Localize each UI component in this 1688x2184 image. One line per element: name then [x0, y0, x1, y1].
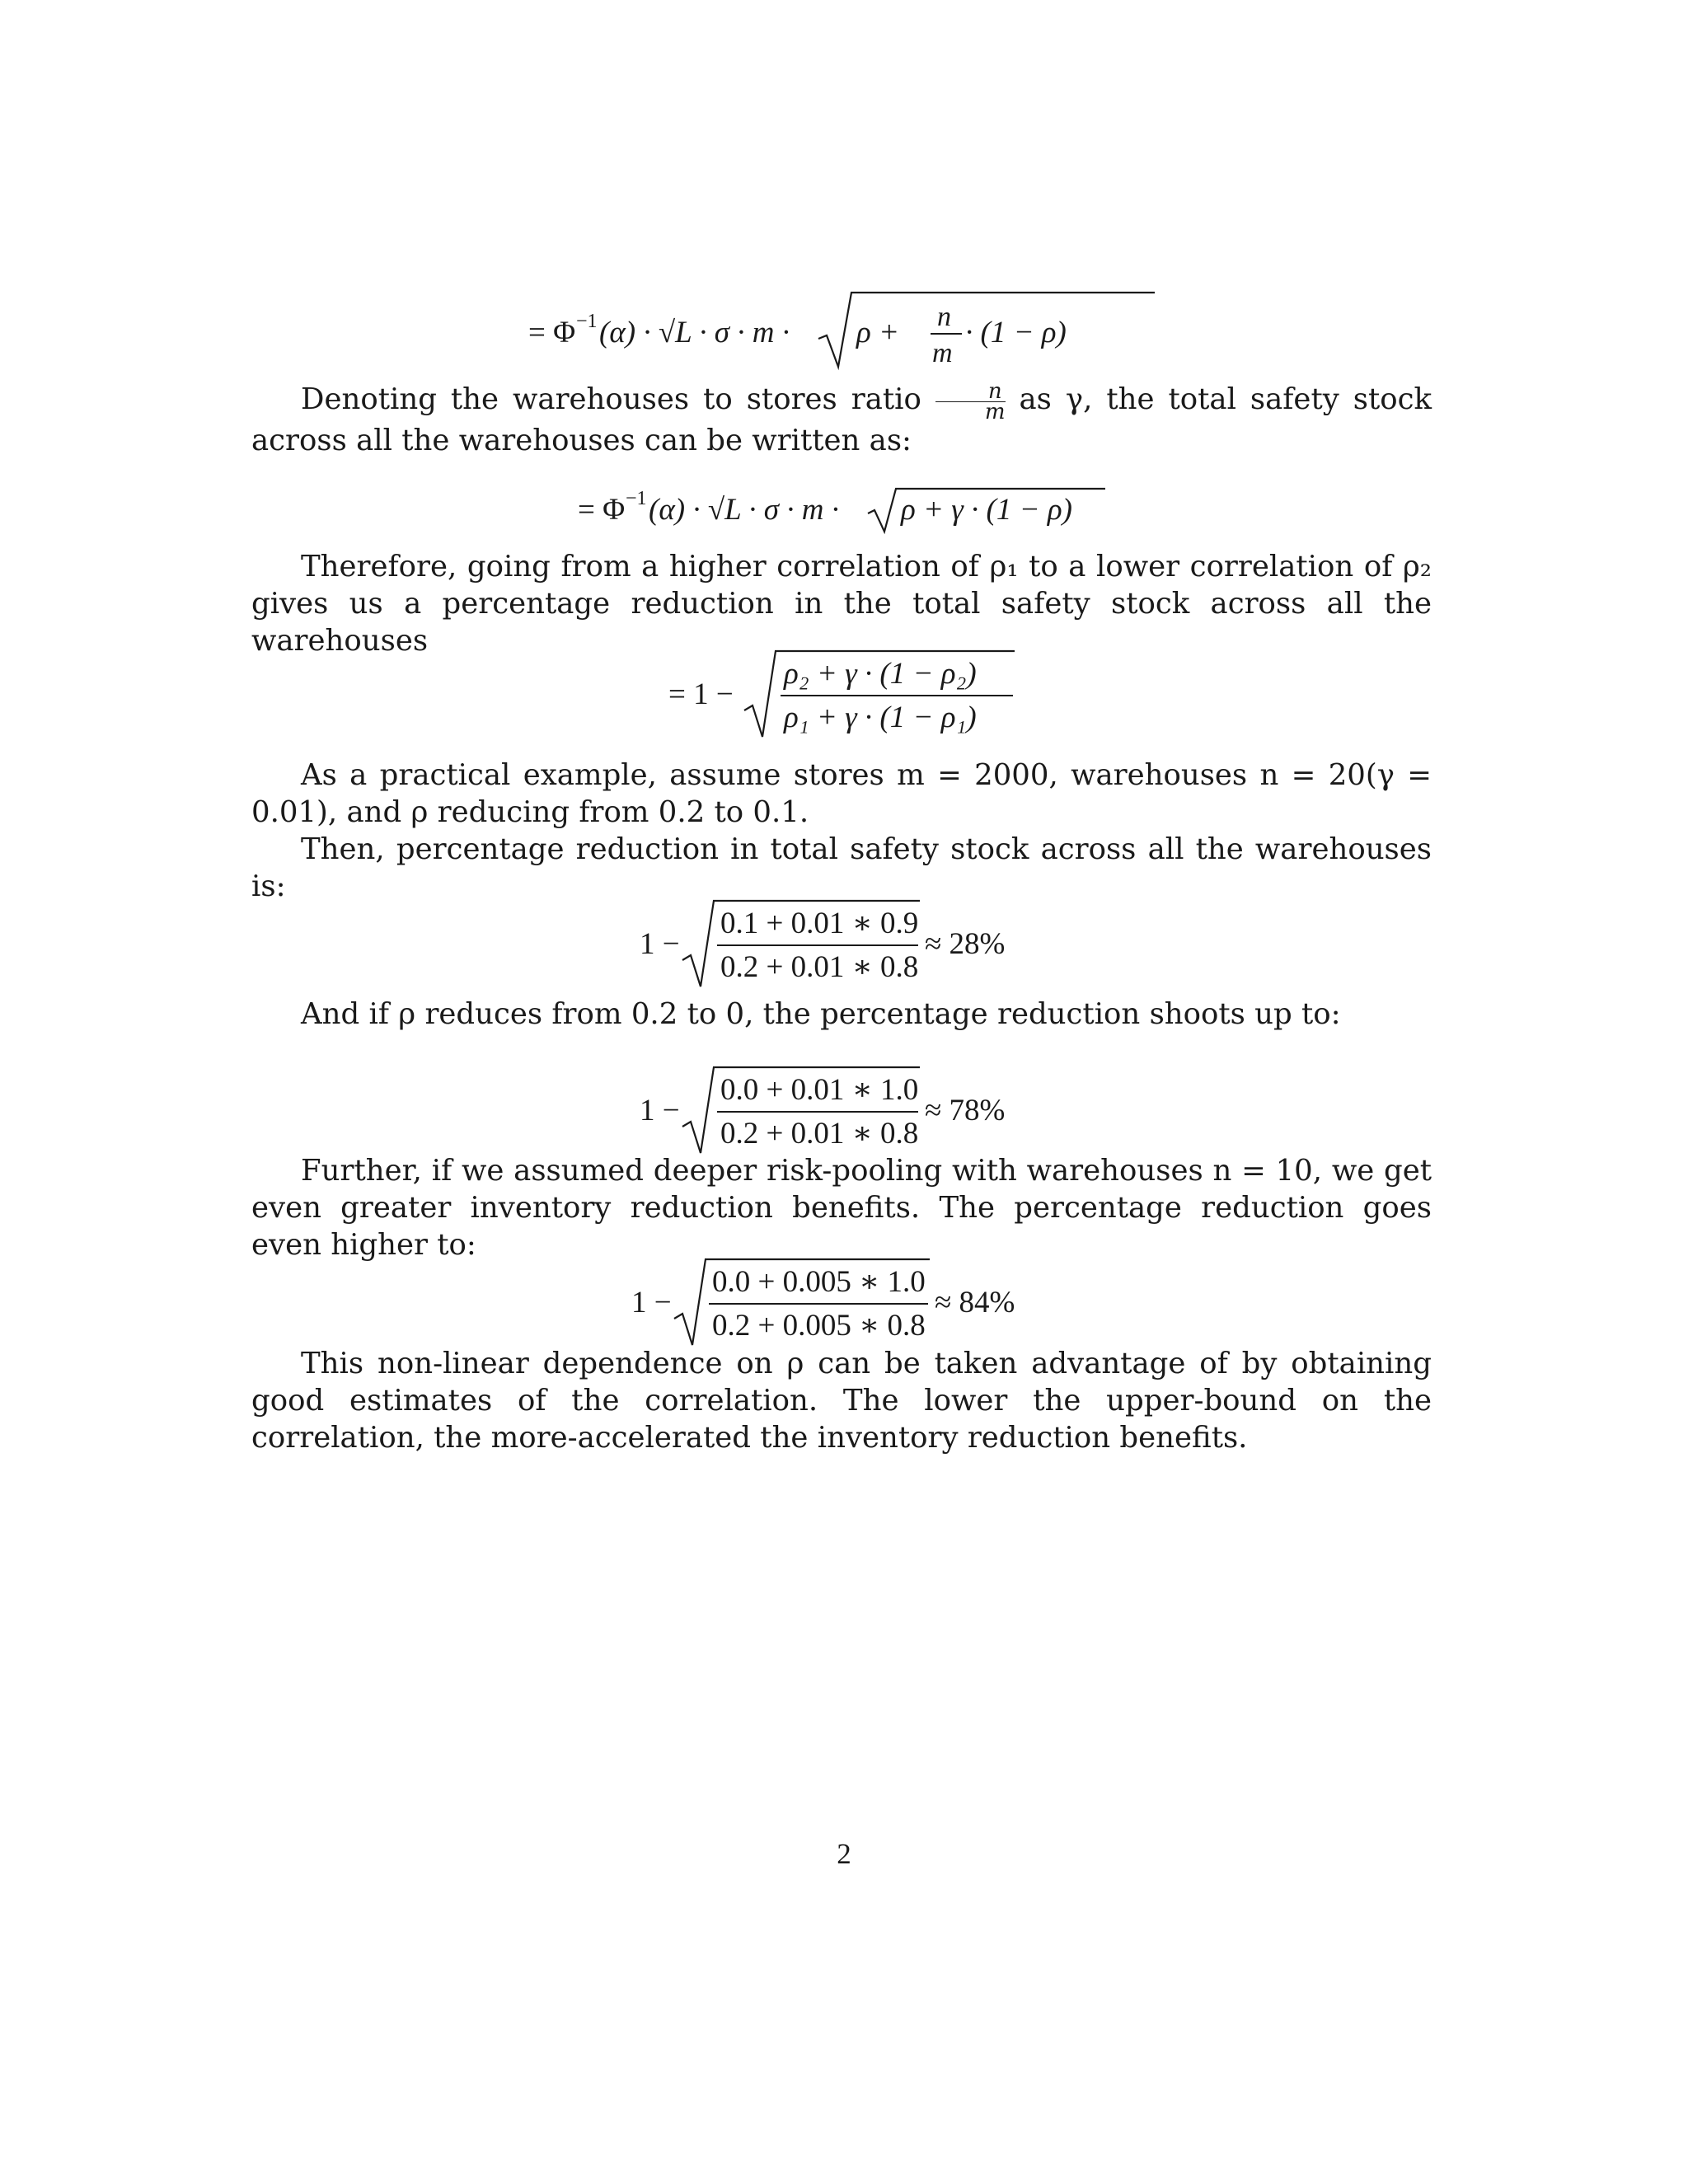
eq4-den: 0.2 + 0.01 ∗ 0.8 [720, 950, 919, 984]
inline-fraction-n-over-m [935, 378, 1006, 424]
equation-3-svg [668, 644, 1015, 743]
equation-5 [251, 1061, 1432, 1160]
equation-2 [251, 482, 1432, 540]
eq4-lhs: 1 − [640, 927, 680, 961]
eq6-den: 0.2 + 0.005 ∗ 0.8 [712, 1309, 926, 1343]
eq1-lhs: = Φ [528, 316, 576, 349]
eq1-rad-a: ρ + [856, 316, 899, 349]
eq1-rad-b: · (1 − ρ) [965, 316, 1067, 349]
eq2-sup: −1 [626, 488, 647, 509]
equation-2-svg [578, 482, 1105, 540]
equation-4 [251, 894, 1432, 993]
paragraph-5: And if ρ reduces from 0.2 to 0, the percentage reduction shoots up to: [301, 997, 1341, 1031]
paragraph-7: This non-linear dependence on ρ can be taken advantage of by obtaining good estimates of the correlation. The lower the upper-bound on the correlation, the more-accelerated the inventory reduction benefits. [251, 1347, 1432, 1455]
eq1-frac-den: m [932, 338, 953, 368]
equation-4-svg [640, 894, 1043, 993]
inline-frac-num: n [935, 382, 1006, 402]
p1-text-b: as γ, the total safety stock across all the warehouses can be written as: [251, 382, 1432, 457]
p1-text-a: Denoting the warehouses to stores ratio [301, 382, 935, 416]
eq3-lhs: = 1 − [668, 677, 734, 711]
eq1-body: (α) · √L · σ · m · [599, 316, 790, 349]
equation-6-svg [631, 1253, 1052, 1352]
equation-3 [251, 644, 1432, 743]
equation-5-svg [640, 1061, 1043, 1160]
eq3-den: ρ₁ + γ · (1 − ρ₁) [784, 701, 977, 734]
paragraph-2: Therefore, going from a higher correlation of ρ₁ to a lower correlation of ρ₂ gives us a percentage reduction in the total safety stock across all the warehouses [251, 550, 1432, 658]
eq5-lhs: 1 − [640, 1094, 680, 1127]
eq2-rad: ρ + γ · (1 − ρ) [901, 493, 1072, 527]
page-number: 2 [837, 1838, 851, 1870]
eq5-den: 0.2 + 0.01 ∗ 0.8 [720, 1117, 919, 1151]
eq6-lhs: 1 − [631, 1286, 672, 1319]
eq2-lhs: = Φ [578, 493, 626, 527]
eq4-result: ≈ 28% [925, 927, 1006, 961]
equation-1 [251, 284, 1432, 375]
equation-1-svg [528, 284, 1155, 375]
paragraph-1 [251, 378, 1432, 459]
eq6-result: ≈ 84% [935, 1286, 1015, 1319]
eq4-num: 0.1 + 0.01 ∗ 0.9 [720, 907, 919, 940]
paragraph-4: Then, percentage reduction in total safety stock across all the warehouses is: [251, 832, 1432, 903]
eq5-result: ≈ 78% [925, 1094, 1006, 1127]
eq2-body: (α) · √L · σ · m · [649, 493, 839, 527]
eq3-num: ρ₂ + γ · (1 − ρ₂) [784, 657, 977, 691]
inline-frac-den: m [984, 399, 1006, 424]
eq1-frac-num: n [937, 302, 951, 332]
equation-6 [251, 1253, 1432, 1352]
eq6-num: 0.0 + 0.005 ∗ 1.0 [712, 1265, 926, 1299]
eq1-sup: −1 [576, 311, 598, 332]
eq5-num: 0.0 + 0.01 ∗ 1.0 [720, 1073, 919, 1107]
paragraph-3: As a practical example, assume stores m = 2000, warehouses n = 20(γ = 0.01), and ρ reducing from 0.2 to 0.1. [251, 758, 1432, 829]
paragraph-6: Further, if we assumed deeper risk-pooling with warehouses n = 10, we get even greater inventory reduction benefits. The percentage reduction goes even higher to: [251, 1154, 1432, 1262]
